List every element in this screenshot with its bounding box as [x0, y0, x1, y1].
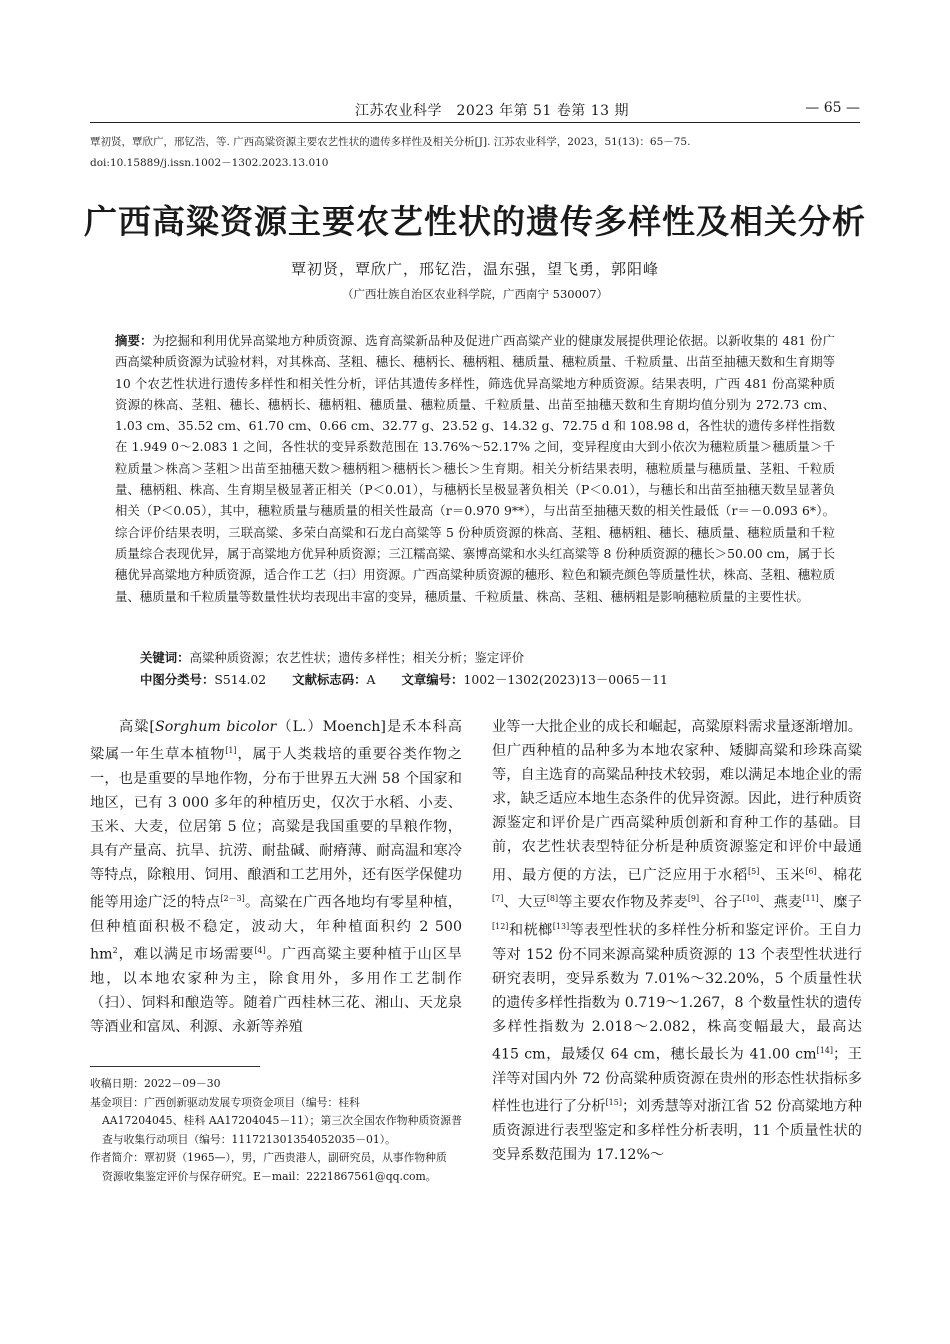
- reference-marker: [14]: [816, 1046, 834, 1056]
- keywords-label: 关键词：: [140, 650, 190, 665]
- body-column-left: [90, 715, 462, 1039]
- body-text: 、玉米: [759, 867, 806, 884]
- body-text: 等主要农作物及荞麦: [558, 895, 688, 912]
- abstract-text: 为挖掘和利用优异高粱地方种质资源、选育高粱新品种及促进广西高粱产业的健康发展提供理论依据。以新收集的 481 份广西高粱种质资源为试验材料，对其株高、茎粗、穗长、穗柄长、穗柄粗、穗质量、穗粒质量、千粒质量、出苗至抽穗天数和生育期等 10 个农艺性状进行遗传多样性和相关性分析，评估其遗传多样性，筛选优异高粱地方种质资源。结果表明，广西 481 份高粱种质资源的株高、茎粗、穗长、穗柄长、穗柄粗、穗质量、穗粒质量、千粒质量、出苗至抽穗天数和生育期均值分别为 272.73 cm、1.03 cm、35.52 cm、61.70 cm、0.66 cm、32.77 g、23.52 g、14.32 g、72.75 d 和 108.98 d，各性状的遗传多样性指数在 1.949 0～2.083 1 之间，各性状的变异系数范围在 13.76%～52.17% 之间，变异程度由大到小依次为穗粒质量＞穗质量＞千粒质量＞株高＞茎粗＞出苗至抽穗天数＞穗柄粗＞穗柄长＞穗长＞生育期。相关分析结果表明，穗粒质量与穗质量、茎粗、千粒质量、穗柄粗、株高、生育期呈极显著正相关（P＜0.01），与穗柄长呈极显著负相关（P＜0.01），与穗长和出苗至抽穗天数呈显著负相关（P＜0.05），其中，穗粒质量与穗质量的相关性最高（r＝0.970 9**），与出苗至抽穗天数的相关性最低（r＝－0.093 6*）。综合评价结果表明，三联高粱、多荣白高粱和石龙白高粱等 5 份种质资源的株高、茎粗、穗柄粗、穗长、穗质量、穗粒质量和千粒质量综合表现优异，属于高粱地方优异种质资源；三江糯高粱、寨博高粱和水头红高粱等 8 份种质资源的穗长＞50.00 cm，属于长穗优异高粱地方种质资源，适合作工艺（扫）用资源。广西高粱种质资源的穗形、粒色和颖壳颜色等质量性状，株高、茎粗、穗粒质量、穗质量和千粒质量等数量性状均表现出丰富的变异，穗质量、千粒质量、株高、茎粗、穗柄粗是影响穗粒质量的主要性状。: [115, 333, 835, 604]
- journal-name: 江苏农业科学 2023 年第 51 卷第 13 期: [355, 103, 630, 119]
- fund-info: 基金项目：广西创新驱动发展专项资金项目（编号：桂科: [90, 1095, 360, 1109]
- clc-value: S514.02: [214, 672, 267, 687]
- fund-info-cont: AA17204045、桂科 AA17204045－11）；第三次全国农作物种质资源普查与收集行动项目（编号：111721301354052035－01）。: [102, 1114, 462, 1146]
- reference-marker: [9]: [687, 894, 700, 904]
- body-text: 和桄榔: [508, 922, 553, 939]
- body-text: 业等一大批企业的成长和崛起，高粱原料需求量逐渐增加。但广西种植的品种多为本地农家种、矮脚高粱和珍珠高粱等，自主选育的高粱品种技术较弱，难以满足本地企业的需求，缺乏适应本地生态条件的优异资源。因此，进行种质资源鉴定和评价是广西高粱种质创新和育种工作的基础。目前，农艺性状表型特征分析是种质资源鉴定和评价中最通用、最方便的方法，已广泛应用于水稻: [492, 719, 862, 884]
- reference-marker: [1]: [225, 746, 237, 756]
- abstract: [115, 330, 835, 607]
- reference-marker: [15]: [605, 1098, 622, 1108]
- reference-marker: [11]: [802, 894, 819, 904]
- body-text: 等表型性状的多样性分析和鉴定评价。王自力等对 152 份不同来源高粱种质资源的 13 个表型性状进行研究表明，变异系数为 7.01%～32.20%，5 个质量性状的遗传多样性指数为 0.719～1.267，8 个数量性状的遗传多样性指数为 2.018～2.082，株高变幅最大，最高达 415 cm，最矮仅 64 cm，穗长最长为 41.00 cm: [492, 922, 862, 1064]
- reference-marker: [2－3]: [220, 894, 245, 904]
- affiliation: （广西壮族自治区农业科学院，广西南宁 530007）: [341, 287, 609, 301]
- author-info: 作者简介：覃初贤（1965—），男，广西贵港人，副研究员，从事作物种质: [90, 1151, 447, 1165]
- body-text: ；刘秀慧等对浙江省 52 份高粱地方种质资源进行表型鉴定和多样性分析表明，11 个质量性状的变异系数范围为 17.12%～: [492, 1099, 862, 1164]
- scientific-name: Sorghum bicolor: [154, 719, 277, 735]
- body-text: ；王洋等对国内外 72 份高粱种质资源在贵州的形态性状指标多样性也进行了分析: [492, 1047, 862, 1116]
- body-text: 、谷子: [699, 895, 743, 912]
- reference-marker: [7]: [492, 894, 504, 904]
- body-text: 、棉花: [816, 867, 862, 884]
- running-header: [90, 98, 860, 123]
- body-text: ，属于人类栽培的重要谷类作物之一，也是重要的旱地作物，分布于世界五大洲 58 个国家和地区，已有 3 000 多年的种植历史，仅次于水稻、小麦、玉米、大麦，位居第 5 位；高粱是我国重要的旱粮作物，具有产量高、抗旱、抗涝、耐盐碱、耐瘠薄、耐高温和寒冷等特点，除粮用、饲用、酿酒和工艺用外，还有医学保健功能等用途广泛的特点: [90, 746, 462, 912]
- body-text: 。高粱在广西各地均有零星种植，但种植面积极不稳定，波动大，年种植面积约 2 500 hm: [90, 895, 462, 964]
- body-text: 、燕麦: [758, 895, 803, 912]
- page-number: — 65 —: [805, 100, 860, 116]
- keywords-text: 高粱种质资源；农艺性状；遗传多样性；相关分析；鉴定评价: [189, 650, 525, 665]
- author-list: 覃初贤，覃欣广，邢钇浩，温东强，望飞勇，郭阳峰: [290, 260, 659, 278]
- doi-line: doi:10.15889/j.issn.1002－1302.2023.13.010: [90, 157, 329, 169]
- reference-marker: [5]: [748, 866, 760, 876]
- reference-marker: [12]: [492, 922, 509, 932]
- article-number-value: 1002－1302(2023)13－0065－11: [463, 672, 668, 687]
- body-text: 高粱[: [118, 719, 155, 735]
- citation-line: 覃初贤，覃欣广，邢钇浩，等. 广西高粱资源主要农艺性状的遗传多样性及相关分析[J]. 江苏农业科学，2023，51(13)：65－75.: [90, 136, 691, 148]
- received-date: 收稿日期：2022－09－30: [90, 1077, 221, 1090]
- body-text: 、大豆: [503, 895, 547, 912]
- classification-line: [140, 670, 840, 690]
- reference-marker: [6]: [805, 866, 817, 876]
- footnotes: [90, 1075, 462, 1187]
- body-text: 。广西高粱主要种植于山区旱地，以本地农家种为主，除食用外，多用作工艺制作（扫）、饲料和酿造等。随着广西桂林三花、湘山、天龙泉等酒业和富凤、利源、永新等养殖: [90, 947, 462, 1036]
- abstract-label: 摘要：: [115, 333, 153, 348]
- body-text: ，难以满足市场需要: [117, 947, 255, 964]
- reference-marker: [13]: [552, 922, 570, 932]
- superscript: 2: [112, 946, 118, 956]
- citation-block: [90, 132, 860, 174]
- doc-code-label: 文献标志码：: [292, 672, 367, 687]
- clc-label: 中图分类号：: [140, 672, 215, 687]
- paper-title: 广西高粱资源主要农艺性状的遗传多样性及相关分析: [84, 202, 866, 241]
- reference-marker: [4]: [254, 946, 266, 956]
- footnote-divider: [90, 1066, 260, 1067]
- body-text: 、糜子: [818, 895, 862, 912]
- reference-marker: [10]: [742, 894, 759, 904]
- article-number-label: 文章编号：: [401, 672, 464, 687]
- doc-code-value: A: [366, 672, 376, 687]
- reference-marker: [8]: [546, 894, 559, 904]
- author-info-cont: 资源收集鉴定评价与保存研究。E－mail：2221867561@qq.com。: [102, 1169, 437, 1183]
- body-column-right: [492, 715, 862, 1167]
- body-text: （L.）Moench]是禾本科高粱属一年生草本植物: [90, 719, 462, 763]
- keywords: [140, 648, 840, 668]
